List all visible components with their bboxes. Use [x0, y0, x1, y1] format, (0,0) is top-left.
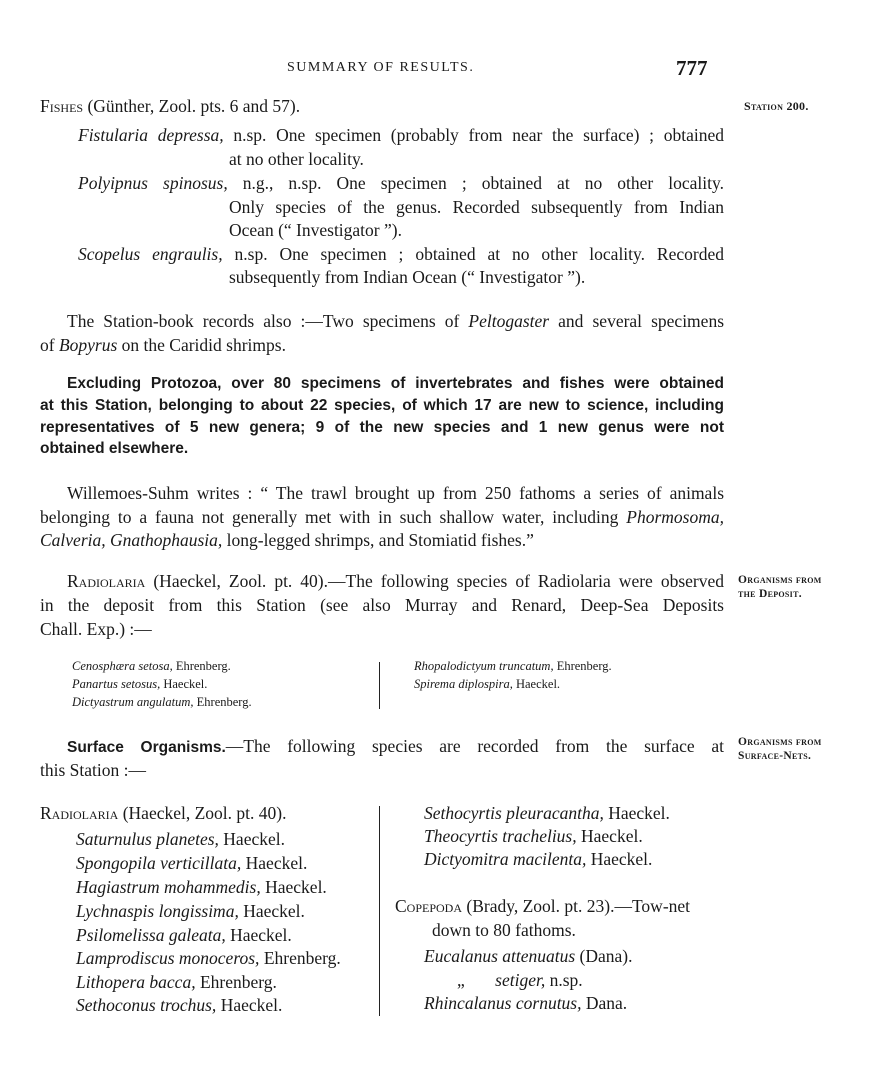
station-book-line-2: of Bopyrus on the Caridid shrimps.: [40, 335, 286, 355]
willemoes-line-3: Calveria, Gnathophausia, long-legged shrimps, and Stomiatid fishes.”: [40, 530, 534, 550]
deposit-species: Spirema diplospira, Haeckel.: [414, 677, 561, 691]
fish-entry-2: Polyipnus spinosus, n.g., n.sp. One specimen ; obtained at no other locality.: [78, 173, 724, 193]
ditto-mark: „: [457, 970, 465, 990]
margin-note-deposit-1: Organisms from: [738, 574, 822, 586]
copepod-species: Rhincalanus cornutus, Dana.: [424, 993, 628, 1013]
deposit-species: Cenosphæra setosa, Ehrenberg.: [72, 659, 231, 673]
margin-note-deposit-2: the Deposit.: [738, 588, 802, 600]
radiolaria-deposit-line-3: Chall. Exp.) :—: [40, 619, 152, 639]
fish-entry-1-cont: at no other locality.: [229, 149, 364, 169]
copepoda-heading: Copepoda (Brady, Zool. pt. 23).—Tow-net: [395, 896, 691, 916]
surface-species: Lithopera bacca, Ehrenberg.: [76, 972, 277, 992]
species-name: Polyipnus spinosus,: [78, 173, 228, 193]
fish-entry-3-cont: subsequently from Indian Ocean (“ Investigator ”).: [229, 267, 586, 287]
copepod-species-ditto: „ setiger, n.sp.: [457, 970, 583, 990]
margin-note-station: Station 200.: [744, 99, 809, 113]
running-head: SUMMARY OF RESULTS.: [287, 60, 475, 75]
summary-line-3: representatives of 5 new genera; 9 of the new species and 1 new genus were not: [40, 419, 724, 436]
surface-species: Saturnulus planetes, Haeckel.: [76, 829, 285, 849]
deposit-species: Rhopalodictyum truncatum, Ehrenberg.: [414, 659, 612, 673]
fish-entry-3: Scopelus engraulis, n.sp. One specimen ; obtained at no other locality. Recorded: [78, 244, 724, 264]
radiolaria-deposit-line-1: Radiolaria (Haeckel, Zool. pt. 40).—The following species of Radiolaria were observed: [67, 571, 724, 591]
deposit-species: Panartus setosus, Haeckel.: [72, 677, 208, 691]
page-number: 777: [676, 56, 708, 80]
fishes-heading: Fishes (Günther, Zool. pts. 6 and 57).: [40, 96, 301, 116]
summary-line-4: obtained elsewhere.: [40, 440, 189, 457]
surface-species: Hagiastrum mohammedis, Haeckel.: [76, 877, 327, 897]
copepod-species: Eucalanus attenuatus (Dana).: [424, 946, 633, 966]
fish-entry-2-cont2: Ocean (“ Investigator ”).: [229, 220, 402, 240]
summary-line-1: Excluding Protozoa, over 80 specimens of invertebrates and fishes were obtained: [67, 375, 724, 392]
surface-species: Psilomelissa galeata, Haeckel.: [76, 925, 292, 945]
surface-species: Sethoconus trochus, Haeckel.: [76, 995, 283, 1015]
fish-entry-2-cont: Only species of the genus. Recorded subsequently from Indian: [229, 197, 724, 217]
summary-line-2: at this Station, belonging to about 22 species, of which 17 are new to science, including: [40, 397, 724, 414]
margin-note-surface-1: Organisms from: [738, 736, 822, 748]
copepoda-depth: down to 80 fathoms.: [432, 920, 576, 940]
margin-note-surface-2: Surface-Nets.: [738, 750, 812, 762]
radiolaria-deposit-line-2: in the deposit from this Station (see also Murray and Renard, Deep-Sea Deposits: [40, 595, 724, 615]
column-divider: [379, 806, 380, 1016]
surface-intro-line-2: this Station :—: [40, 760, 146, 780]
page-header: [0, 58, 880, 82]
surface-species: Lamprodiscus monoceros, Ehrenberg.: [76, 948, 341, 968]
fish-entry-1: Fistularia depressa, n.sp. One specimen (probably from near the surface) ; obtained: [78, 125, 724, 145]
surface-species: Theocyrtis trachelius, Haeckel.: [424, 826, 643, 846]
species-name: Fistularia depressa,: [78, 125, 224, 145]
surface-species: Dictyomitra macilenta, Haeckel.: [424, 849, 653, 869]
surface-species: Spongopila verticillata, Haeckel.: [76, 853, 308, 873]
willemoes-line-2: belonging to a fauna not generally met with in such shallow water, including Phormosoma,: [40, 507, 724, 527]
deposit-species: Dictyastrum angulatum, Ehrenberg.: [72, 695, 252, 709]
surface-intro-line-1: Surface Organisms.—The following species are recorded from the surface at: [67, 736, 724, 756]
station-book-line-1: The Station-book records also :—Two specimens of Peltogaster and several specimens: [67, 311, 724, 331]
surface-species: Lychnaspis longissima, Haeckel.: [76, 901, 305, 921]
surface-species: Sethocyrtis pleuracantha, Haeckel.: [424, 803, 670, 823]
species-name: Scopelus engraulis,: [78, 244, 223, 264]
willemoes-line-1: Willemoes-Suhm writes : “ The trawl brought up from 250 fathoms a series of animals: [67, 483, 724, 503]
surface-radiolaria-heading: Radiolaria (Haeckel, Zool. pt. 40).: [40, 803, 287, 823]
column-divider: [379, 662, 380, 709]
